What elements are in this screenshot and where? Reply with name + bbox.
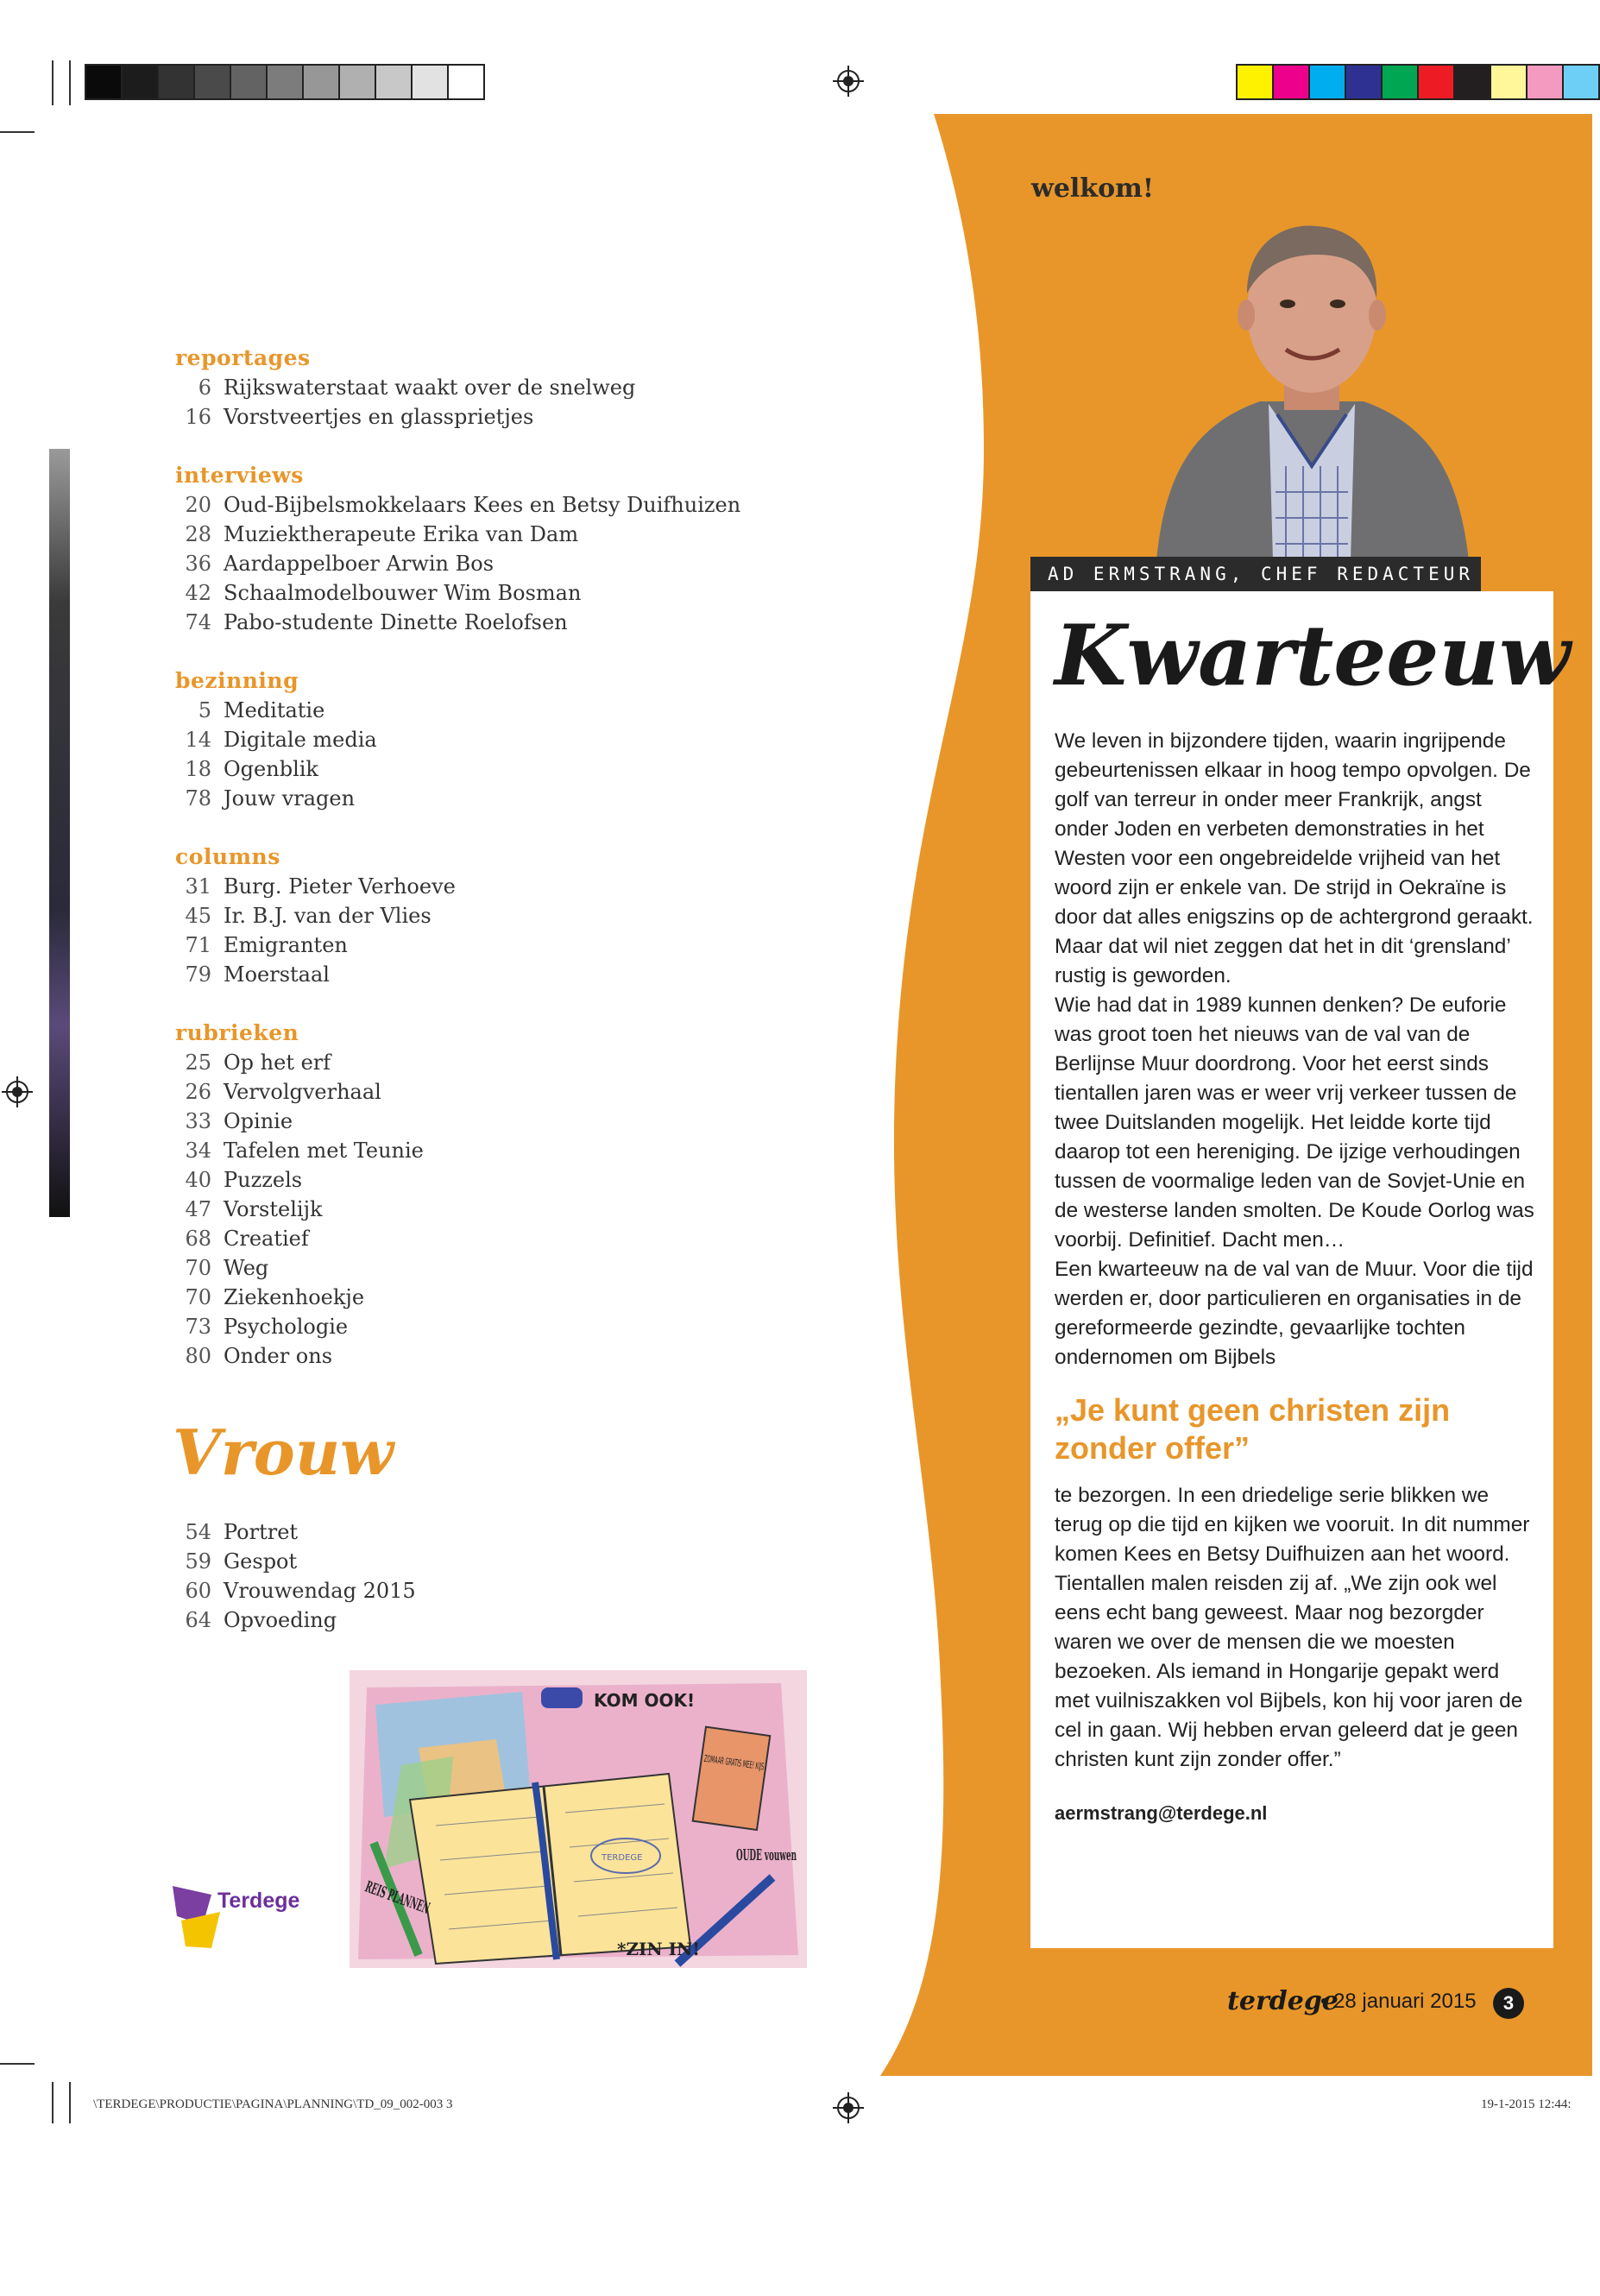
toc-item[interactable]: [175, 402, 797, 432]
toc-item-title: Ir. B.J. van der Vlies: [224, 904, 431, 928]
travel-planner-illustration: [350, 1670, 807, 1968]
vrouw-title: Vrouw: [173, 1416, 394, 1489]
toc-item[interactable]: [175, 1195, 797, 1224]
vrouw-item[interactable]: [175, 1547, 607, 1576]
toc-item[interactable]: [175, 549, 797, 578]
toc-item[interactable]: [175, 872, 797, 901]
toc-item-title: Vorstelijk: [224, 1197, 323, 1221]
toc-page-number: 78: [185, 786, 211, 811]
toc-item-title: Opvoeding: [224, 1608, 337, 1632]
toc-item[interactable]: [175, 784, 797, 813]
toc-item[interactable]: [175, 578, 797, 608]
slug-timestamp: 19-1-2015 12:44:: [1481, 2097, 1572, 2111]
toc-item-title: Weg: [224, 1256, 269, 1280]
toc-item[interactable]: [175, 1077, 797, 1107]
pull-quote: „Je kunt geen christen zijn zonder offer”: [1055, 1392, 1451, 1466]
toc-item[interactable]: [175, 725, 797, 754]
toc-section-title: interviews: [175, 463, 304, 488]
toc-page-number: 73: [185, 1315, 211, 1339]
toc-page-number: 42: [185, 581, 211, 605]
toc-item[interactable]: [175, 1283, 797, 1312]
toc-item-title: Jouw vragen: [224, 786, 356, 811]
article-paragraph: We leven in bijzondere tijden, waarin ingrijpende gebeurtenissen elkaar in hoog tempo opvolgen. De golf van terreur in onder meer Frankrijk, angst onder Joden en verbeten demonstraties in het Westen voor een ongebreidelde vrijheid van het woord zijn er enkele van. De strijd in Oekraïne is door dat alles enigszins op de achtergrond geraakt. Maar dat wil niet zeggen dat het in dit ‘grensland’ rustig is geworden.: [1055, 729, 1534, 987]
toc-item-title: Opinie: [224, 1109, 293, 1133]
article-body: [1055, 727, 1534, 1828]
vrouw-list: [175, 1517, 607, 1635]
vrouw-item[interactable]: [175, 1605, 607, 1635]
toc-item[interactable]: [175, 608, 797, 637]
toc-page-number: 54: [185, 1520, 211, 1544]
toc-page-number: 36: [185, 552, 211, 576]
toc-page-number: 47: [185, 1197, 211, 1221]
toc-item[interactable]: [175, 1048, 797, 1077]
toc-item-title: Psychologie: [224, 1315, 349, 1339]
toc-item-title: Digitale media: [224, 728, 377, 752]
toc-page-number: 60: [185, 1579, 211, 1603]
toc-item-title: Moerstaal: [224, 962, 330, 987]
toc-page-number: 40: [185, 1168, 211, 1192]
welcome-label: welkom!: [1031, 173, 1155, 204]
toc-item[interactable]: [175, 696, 797, 725]
toc-page-number: 45: [185, 904, 211, 928]
author-email[interactable]: aermstrang@terdege.nl: [1055, 1802, 1268, 1824]
toc-item[interactable]: [175, 373, 797, 402]
toc-item-title: Muziektherapeute Erika van Dam: [224, 522, 579, 546]
toc-page-number: 18: [185, 757, 211, 781]
footer-date: • 28 januari 2015: [1320, 1990, 1477, 2013]
page-number-badge: 3: [1493, 1988, 1524, 2019]
toc-item[interactable]: [175, 490, 797, 520]
toc-item-title: Burg. Pieter Verhoeve: [224, 874, 456, 899]
article-paragraph: Wie had dat in 1989 kunnen denken? De euforie was groot toen het nieuws van de val van de Berlijnse Muur doordrong. Voor het eerst sinds tientallen jaren was er weer vrij verkeer tussen de twee Duitslanden mogelijk. Het leidde korte tijd daarop tot een hereniging. De ijzige verhoudingen tussen de voormalige leden van de Sovjet-Unie en de westerse landen smolten. De Koude Oorlog was voorbij. Definitief. Dacht men…: [1055, 993, 1534, 1252]
byline-text: AD ERMSTRANG, CHEF REDACTEUR: [1048, 564, 1475, 584]
toc-page-number: 79: [185, 962, 211, 987]
toc-page-number: 20: [185, 493, 211, 517]
toc-item-title: Vrouwendag 2015: [224, 1579, 416, 1603]
toc-page-number: 80: [185, 1344, 211, 1368]
toc-page-number: 74: [185, 610, 211, 634]
toc-item[interactable]: [175, 1224, 797, 1253]
toc-item-title: Emigranten: [224, 933, 348, 957]
toc-item[interactable]: [175, 1165, 797, 1195]
article-box: [1030, 591, 1571, 1948]
footer-brand: terdege: [1227, 1986, 1339, 2016]
toc-item-title: Portret: [224, 1520, 299, 1544]
toc-item-title: Schaalmodelbouwer Wim Bosman: [224, 581, 582, 605]
toc-page-number: 14: [185, 728, 211, 752]
toc-page-number: 28: [185, 522, 211, 546]
article-paragraph: Een kwarteeuw na de val van de Muur. Voor die tijd werden er, door particulieren en organisaties in de gereformeerde gezindte, gevaarlijke tochten ondernomen om Bijbels: [1055, 1258, 1534, 1369]
toc-page-number: 68: [185, 1227, 211, 1251]
toc-item[interactable]: [175, 754, 797, 784]
toc-item-title: Ogenblik: [224, 757, 318, 781]
illustration-text-zin: *ZIN IN!: [617, 1939, 701, 1959]
illustration-text-oude: OUDE vouwen: [736, 1846, 797, 1864]
toc-item-title: Tafelen met Teunie: [224, 1139, 424, 1163]
toc-item-title: Onder ons: [224, 1344, 333, 1368]
terdege-logo-text: Terdege: [217, 1889, 300, 1913]
toc-item-title: Vorstveertjes en glassprietjes: [224, 405, 534, 429]
toc-page-number: 33: [185, 1109, 211, 1133]
toc-page-number: 34: [185, 1139, 211, 1163]
toc-item[interactable]: [175, 520, 797, 549]
table-of-contents: [175, 344, 797, 1400]
illustration-text-kom-ook: KOM OOK!: [594, 1690, 696, 1711]
toc-section-title: rubrieken: [175, 1020, 299, 1045]
toc-item[interactable]: [175, 1136, 797, 1165]
toc-page-number: 71: [185, 933, 211, 957]
terdege-logo-icon: [173, 1886, 224, 1951]
toc-item[interactable]: [175, 930, 797, 960]
illustration-sticker: TERDEGE: [602, 1853, 643, 1863]
toc-page-number: 31: [185, 874, 211, 899]
toc-item-title: Pabo-studente Dinette Roelofsen: [224, 610, 568, 634]
toc-item-title: Meditatie: [224, 698, 325, 722]
toc-item[interactable]: [175, 1107, 797, 1136]
toc-item-title: Aardappelboer Arwin Bos: [224, 552, 494, 576]
toc-item-title: Vervolgverhaal: [224, 1080, 381, 1104]
vrouw-item[interactable]: [175, 1517, 607, 1547]
toc-item-title: Gespot: [224, 1549, 298, 1574]
toc-section: [175, 1019, 797, 1371]
toc-page-number: 70: [185, 1256, 211, 1280]
toc-section-title: reportages: [175, 345, 311, 370]
toc-section: [175, 666, 797, 813]
toc-item-title: Op het erf: [224, 1050, 331, 1075]
toc-item[interactable]: [175, 1341, 797, 1371]
toc-page-number: 64: [185, 1608, 211, 1632]
toc-section: [175, 461, 797, 637]
article-title: Kwarteeuw: [1055, 607, 1571, 704]
toc-section: [175, 842, 797, 989]
toc-item-title: Rijkswaterstaat waakt over de snelweg: [224, 375, 636, 400]
toc-section: [175, 344, 797, 432]
slug-path: \TERDEGE\PRODUCTIE\PAGINA\PLANNING\TD_09_002-003 3: [93, 2097, 453, 2111]
toc-item-title: Oud-Bijbelsmokkelaars Kees en Betsy Duifhuizen: [224, 493, 741, 517]
toc-item[interactable]: [175, 960, 797, 989]
toc-page-number: 16: [185, 405, 211, 429]
toc-item[interactable]: [175, 1312, 797, 1341]
toc-item-title: Creatief: [224, 1227, 309, 1251]
toc-page-number: 26: [185, 1080, 211, 1104]
toc-page-number: 70: [185, 1285, 211, 1309]
toc-item-title: Ziekenhoekje: [224, 1285, 365, 1309]
editor-portrait: [1148, 207, 1476, 561]
toc-item[interactable]: [175, 1253, 797, 1283]
toc-page-number: 25: [185, 1050, 211, 1075]
article-paragraph: te bezorgen. In een driedelige serie blikken we terug op die tijd en kijken we vooruit. In dit nummer komen Kees en Betsy Duifhuizen aan het woord. Tientallen malen reisden zij af. „We zijn ook wel eens echt bang geweest. Maar nog bezorgder waren we over de mensen die we moesten bezoeken. Als iemand in Hongarije gepakt werd met vuilniszakken vol Bijbels, kon hij voor jaren de cel in gaan. Wij hebben ervan geleerd dat je geen christen kunt zijn zonder offer.”: [1055, 1484, 1530, 1771]
toc-section-title: bezinning: [175, 668, 299, 693]
toc-page-number: 6: [198, 375, 211, 400]
toc-item-title: Puzzels: [224, 1168, 303, 1192]
toc-page-number: 5: [198, 698, 211, 722]
toc-page-number: 59: [185, 1549, 211, 1574]
vrouw-item[interactable]: [175, 1576, 607, 1605]
toc-section-title: columns: [175, 844, 280, 869]
toc-item[interactable]: [175, 901, 797, 930]
